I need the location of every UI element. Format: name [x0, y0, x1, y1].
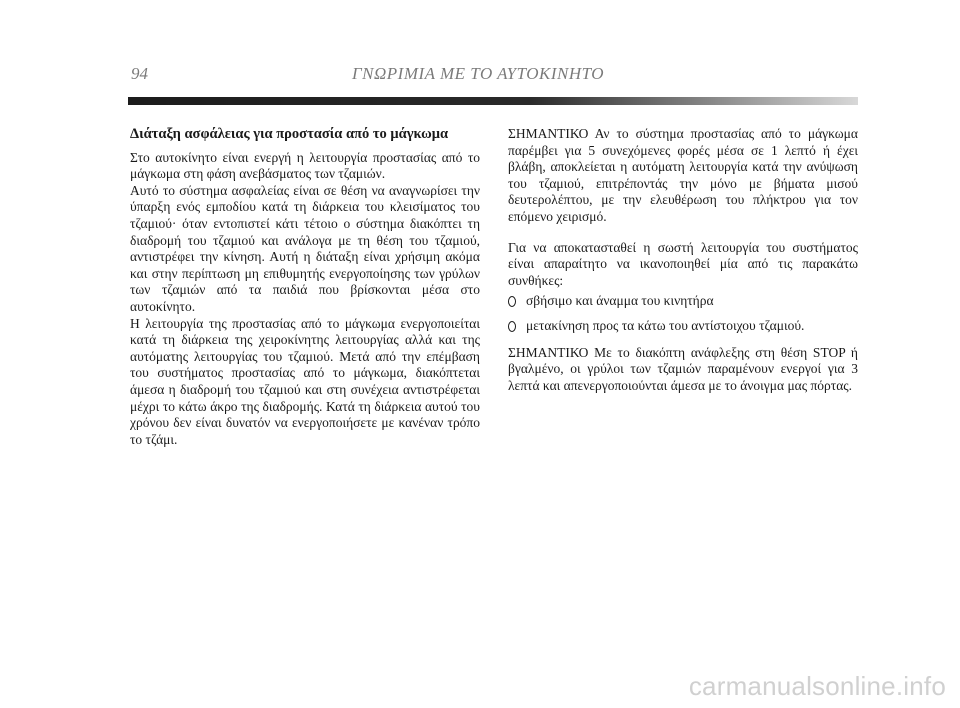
left-column — [130, 126, 480, 448]
condition-list — [508, 293, 858, 334]
list-item — [508, 293, 858, 310]
section-heading: Διάταξη ασφάλειας για προστασία από το μάγκωμα — [130, 126, 449, 142]
body-paragraph: Για να αποκατασταθεί η σωστή λειτουργία του συστήματος είναι απαραίτητο να ικανοποιηθεί μία από τις παρακάτω συνθήκες: — [508, 239, 858, 288]
bullet-icon — [508, 296, 516, 307]
important-note: ΣΗΜΑΝΤΙΚΟ Με το διακόπτη ανάφλεξης στη θέση STOP ή βγαλμένο, οι γρύλοι των τζαμιών παραμένουν ενεργοί για 3 λεπτά και απενεργοποιούνται άμεσα με το άνοιγμα μας πόρτας. — [508, 344, 858, 393]
body-paragraph: Στο αυτοκίνητο είναι ενεργή η λειτουργία προστασίας από το μάγκωμα στη φάση ανεβάσματος των τζαμιών. — [130, 149, 480, 182]
page-number: 94 — [131, 64, 148, 83]
list-item — [508, 318, 858, 335]
list-item-text: μετακίνηση προς τα κάτω του αντίστοιχου τζαμιού. — [526, 317, 805, 333]
right-column — [508, 126, 858, 394]
running-title: ΓΝΩΡΙΜΙΑ ΜΕ ΤΟ ΑΥΤΟΚΙΝΗΤΟ — [352, 64, 605, 83]
important-note: ΣΗΜΑΝΤΙΚΟ Αν το σύστημα προστασίας από το μάγκωμα παρέμβει για 5 συνεχόμενες φορές μέσα σε 1 λεπτό ή έχει βλάβη, αποκλείεται η αυτόματη λειτουργία κατά την ανύψωση του τζαμιού, επιτρέποντάς την μόνο με βήματα μισού δευτερολέπτου, με την ελευθέρωση του πλήκτρου για τον επόμενο χειρισμό. — [508, 126, 858, 224]
header-rule — [128, 97, 858, 105]
bullet-icon — [508, 321, 516, 332]
body-paragraph: Η λειτουργία της προστασίας από το μάγκωμα ενεργοποιείται κατά τη διάρκεια της χειροκίνητης λειτουργίας αλλά και της αυτόματης λειτουργίας του τζαμιού. Μετά από την επέμβαση του συστήματος προστασίας από το μάγκωμα, διακόπτεται άμεσα η διαδρομή του τζαμιού και στη συνέχεια αντιστρέφεται μέχρι το κάτω άκρο της διαδρομής. Κατά τη διάρκεια αυτού του χρόνου δεν είναι δυνατόν να ενεργοποιήσετε με κανέναν τρόπο το τζάμι. — [130, 315, 480, 447]
list-item-text: σβήσιμο και άναμμα του κινητήρα — [526, 293, 714, 309]
body-paragraph: Αυτό το σύστημα ασφαλείας είναι σε θέση να αναγνωρίσει την ύπαρξη ενός εμποδίου κατά τη διάρκεια του κλεισίματος του τζαμιού· όταν εντοπιστεί κάτι τέτοιο ο σύστημα διακόπτει τη διαδρομή του τζαμιού και ανάλογα με τη θέση του τζαμιού, αντιστρέφει την κίνηση. Αυτή η διάταξη είναι χρήσιμη ακόμα και στην περίπτωση μη επιθυμητής ενεργοποίησης των γρύλων των τζαμιών από τα παιδιά που βρίσκονται μέσα στο αυτοκίνητο. — [130, 182, 480, 314]
watermark: carmanualsonline.info — [688, 671, 946, 701]
